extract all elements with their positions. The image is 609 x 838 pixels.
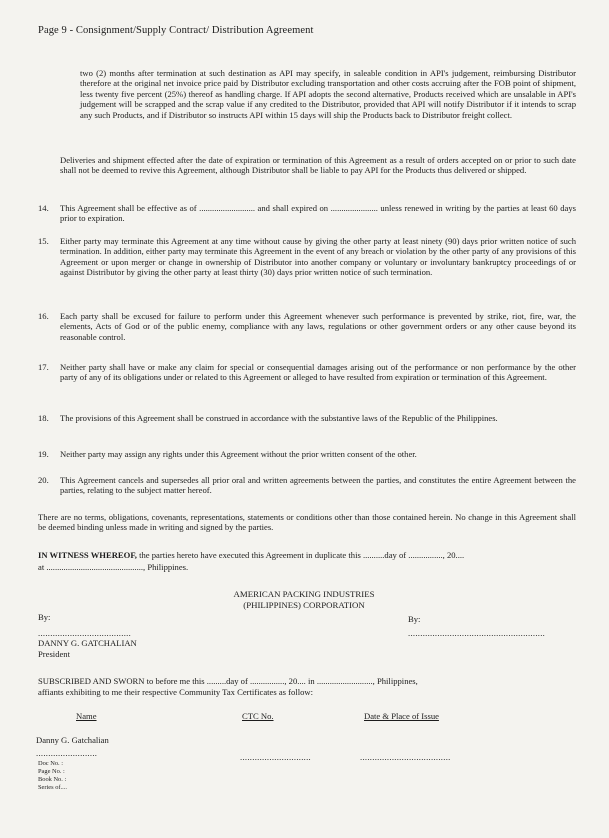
witness-line-1	[38, 550, 464, 560]
witness-heading: IN WITNESS WHEREOF,	[38, 550, 137, 560]
company-line-2: (PHILIPPINES) CORPORATION	[243, 600, 365, 610]
company-name	[200, 589, 408, 611]
clause-number: 14.	[38, 203, 49, 213]
column-header-ctc: CTC No.	[242, 711, 274, 721]
column-header-date-place: Date & Place of Issue	[364, 711, 439, 721]
by-label-right: By:	[408, 614, 421, 624]
witness-line-2: at ............................................., Philippines.	[38, 562, 189, 572]
name-dots: .........................	[36, 748, 98, 758]
clause-number: 17.	[38, 362, 49, 372]
page-header: Page 9 - Consignment/Supply Contract/ Distribution Agreement	[38, 25, 314, 36]
clause-number: 15.	[38, 236, 49, 246]
clause-14-text: This Agreement shall be effective as of .......................... and shall expired on ...................... unless renewed in writing by the parties at least 60 days prior to expiration.	[60, 203, 576, 224]
signature-line-left: ......................................	[38, 628, 132, 638]
continuation-paragraph: two (2) months after termination at such destination as API may specify, in saleable condition in API's judgement, reimbursing Distributor therefore at the original net invoice price paid by Distributor excluding transportation and other costs accruing after the FOB point of shipment, less twenty five percent (25%) thereof as handling charge. If API adopts the second alternative, Products received which are unsalable in API's judgement will be scrapped and the scrap value if any credited to the Distributor, provided that API will notify Distributor if it intends to scrap any such Products, and if Distributor so instructs API within 15 days will ship the Products back to Distributor freight collect.	[80, 68, 576, 120]
clause-number: 19.	[38, 449, 49, 459]
page-no: Page No. :	[38, 768, 65, 775]
clause-number: 18.	[38, 413, 49, 423]
by-label-left: By:	[38, 612, 51, 622]
subscribed-line-1: SUBSCRIBED AND SWORN to before me this .........day of ................, 20.... in .........................., Philippines,	[38, 676, 418, 686]
clause-number: 20.	[38, 475, 49, 485]
no-terms-paragraph: There are no terms, obligations, covenants, representations, statements or conditions other than those contained herein. No change in this Agreement shall be deemed binding unless made in writing and signed by the parties.	[38, 512, 576, 533]
clause-number: 16.	[38, 311, 49, 321]
clause-18-text: The provisions of this Agreement shall be construed in accordance with the substantive laws of the Republic of the Philippines.	[60, 413, 498, 423]
clause-16-text: Each party shall be excused for failure to perform under this Agreement whenever such performance is prevented by strike, riot, fire, war, the elements, Acts of God or of the public enemy, compliance with any laws, regulations or other government orders or any other cause beyond its reasonable control.	[60, 311, 576, 342]
clause-19-text: Neither party may assign any rights under this Agreement without the prior written consent of the other.	[60, 449, 417, 459]
subscribed-line-2: affiants exhibiting to me their respective Community Tax Certificates as follow:	[38, 687, 313, 697]
table-row-name: Danny G. Gatchalian	[36, 735, 109, 745]
series-of: Series of....	[38, 784, 67, 791]
column-header-name: Name	[76, 711, 97, 721]
witness-text: the parties hereto have executed this Agreement in duplicate this ..........day of ................, 20....	[139, 550, 465, 560]
deliveries-paragraph: Deliveries and shipment effected after the date of expiration or termination of this Agreement as a result of orders accepted on or prior to such date shall not be deemed to revive this Agreement, although Distributor shall be liable to pay API for the Products thus delivered or shipped.	[60, 155, 576, 176]
clause-17-text: Neither party shall have or make any claim for special or consequential damages arising out of the performance or non performance by the other party of any of its obligations under or related to this Agreement or alleged to have resulted from expiration or termination of this Agreement.	[60, 362, 576, 383]
ctc-dots: .............................	[240, 752, 312, 762]
clause-15-text: Either party may terminate this Agreement at any time without cause by giving the other party at least ninety (90) days prior written notice of such termination. In addition, either party may terminate this Agreement in the event of any breach or violation by the other party of any provisions of this Agreement or upon merger or change in ownership of Distributor into another company or voluntary or involuntary bankruptcy proceedings of or against Distributor by giving the other party at least thirty (30) days prior written notice of such termination.	[60, 236, 576, 278]
company-line-1: AMERICAN PACKING INDUSTRIES	[233, 589, 375, 599]
date-place-dots: .....................................	[360, 752, 451, 762]
signatory-name: DANNY G. GATCHALIAN	[38, 638, 137, 648]
doc-no: Doc No. :	[38, 760, 64, 767]
clause-20-text: This Agreement cancels and supersedes all prior oral and written agreements between the parties, and constitutes the entire Agreement between the parties, relating to the subject matter hereof.	[60, 475, 576, 496]
book-no: Book No. :	[38, 776, 67, 783]
signature-line-right: ........................................................	[408, 628, 546, 638]
signatory-title: President	[38, 649, 70, 659]
